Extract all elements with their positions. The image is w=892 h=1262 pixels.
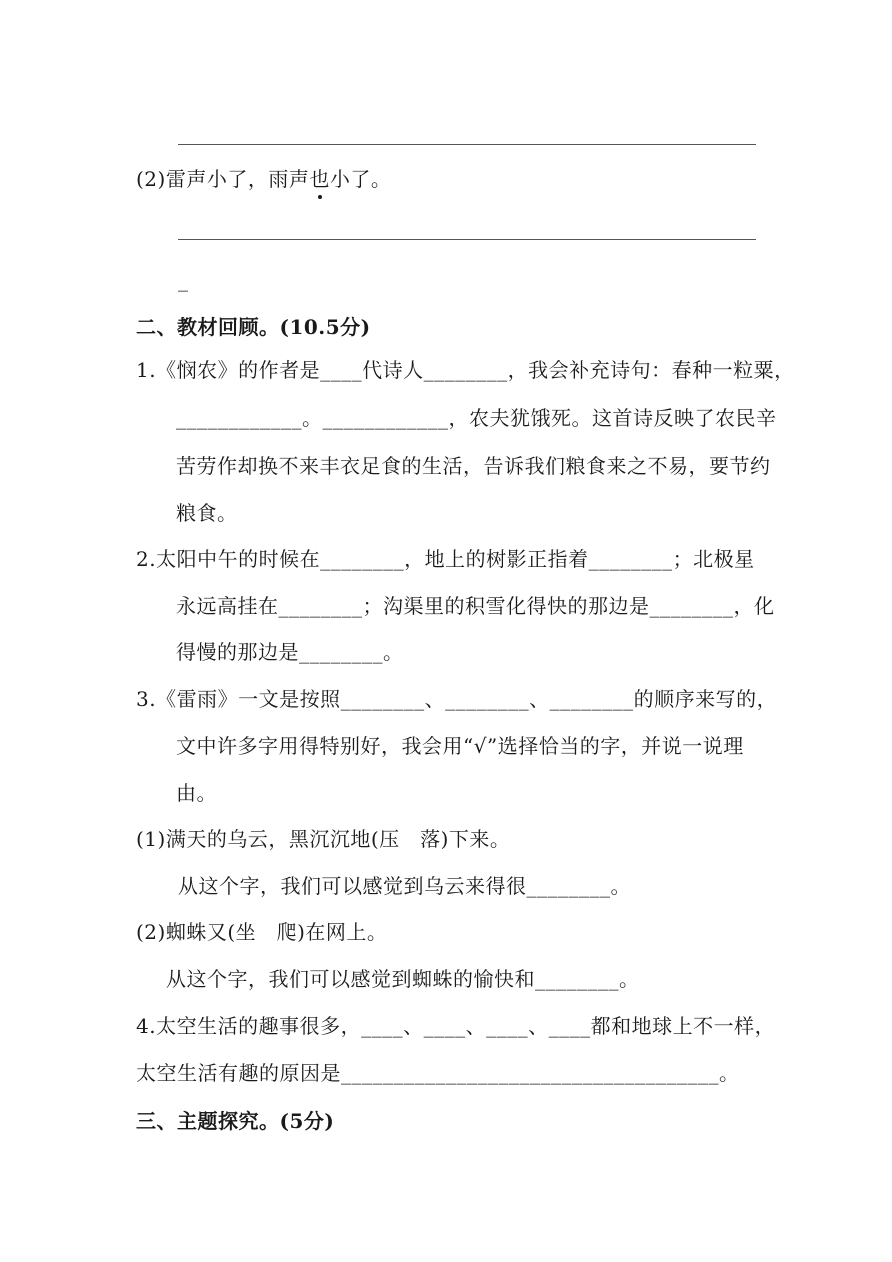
q2-line-2: 永远高挂在________；沟渠里的积雪化得快的那边是________，化 <box>176 594 775 618</box>
q2-line-1: 2.太阳中午的时候在________，地上的树影正指着________；北极星 <box>136 547 755 571</box>
q3-line-3: 由。 <box>176 781 217 805</box>
q1-line-4: 粮食。 <box>176 501 238 525</box>
q3-sub-2: (2)蜘蛛又(坐 爬)在网上。 <box>136 920 388 944</box>
section-3-heading: 三、主题探究。(5分) <box>136 1109 335 1133</box>
answer-line-1 <box>178 144 756 145</box>
q3-sub-1: (1)满天的乌云，黑沉沉地(压 落)下来。 <box>136 827 511 851</box>
q2-item-2-prefix: (2)雷声小了，雨声 <box>136 167 310 191</box>
emphasis-char: 也 <box>309 167 330 191</box>
q3-line-1: 3.《雷雨》一文是按照________、________、________的顺序来写的， <box>136 687 778 711</box>
q3-line-2: 文中许多字用得特别好，我会用“√”选择恰当的字，并说一说理 <box>176 734 744 758</box>
q1-line-1: 1.《悯农》的作者是____代诗人________，我会补充诗句：春种一粒粟， <box>136 358 795 382</box>
stray-underscore: _ <box>178 268 189 292</box>
q2-item-2-suffix: 小了。 <box>329 167 392 191</box>
q2-item-2 <box>136 165 391 193</box>
q1-line-3: 苦劳作却换不来丰衣足食的生活，告诉我们粮食来之不易，要节约 <box>176 454 771 478</box>
q1-line-2: ____________。____________，农夫犹饿死。这首诗反映了农民辛 <box>176 406 777 430</box>
q3-sub-2-answer: 从这个字，我们可以感觉到蜘蛛的愉快和________。 <box>166 967 640 991</box>
answer-line-2[interactable] <box>178 239 756 240</box>
q4-line-2: 太空生活有趣的原因是____________________________________。 <box>136 1061 740 1085</box>
q4-line-1: 4.太空生活的趣事很多，____、____、____、____都和地球上不一样， <box>136 1014 776 1038</box>
q3-sub-1-answer: 从这个字，我们可以感觉到乌云来得很________。 <box>178 874 631 898</box>
section-2-heading: 二、教材回顾。(10.5分) <box>136 315 371 339</box>
q2-line-3: 得慢的那边是________。 <box>176 640 404 664</box>
